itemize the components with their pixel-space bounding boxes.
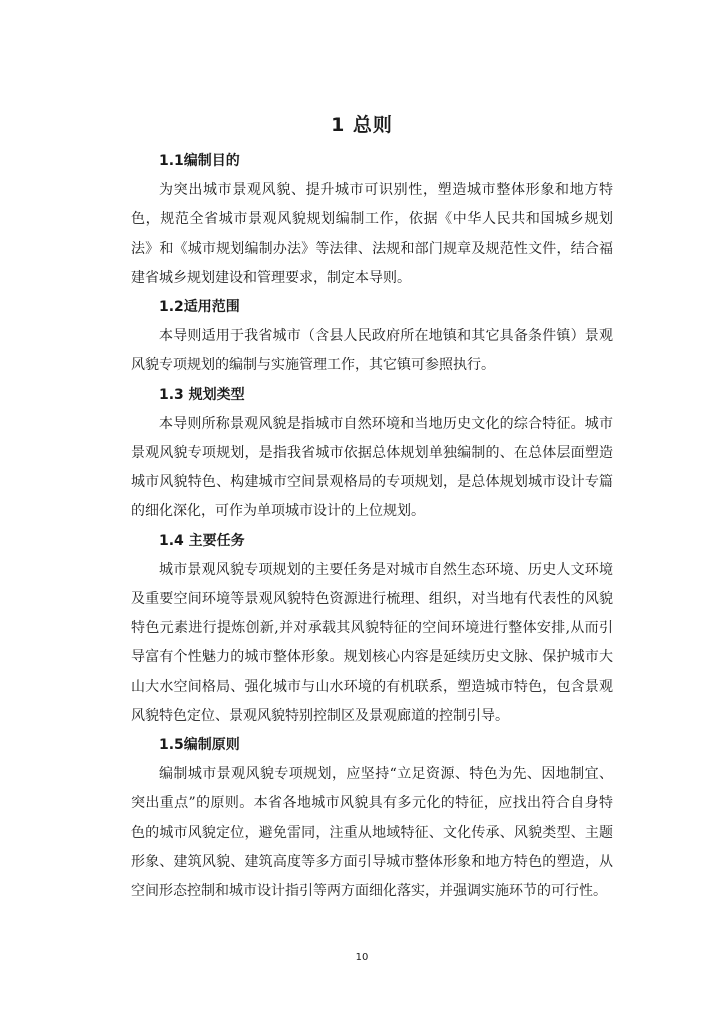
section-heading: 1.2适用范围 <box>159 299 240 315</box>
section-heading: 1.3 规划类型 <box>159 386 245 403</box>
section-heading: 1.1编制目的 <box>159 153 240 169</box>
section-paragraph: 编制城市景观风貌专项规划，应坚持“立足资源、特色为先、因地制宜、突出重点”的原则。本省各地城市风貌具有多元化的特征，应找出符合自身特色的城市风貌定位，避免雷同，注重从地域特征、文化传承、风貌类型、主题形象、建筑风貌、建筑高度等多方面引导城市整体形象和地方特色的塑造，从空间形态控制和城市设计指引等两方面细化落实，并强调实施环节的可行性。 <box>131 766 613 899</box>
section-paragraph: 本导则所称景观风貌是指城市自然环境和当地历史文化的综合特征。城市景观风貌专项规划，是指我省城市依据总体规划单独编制的、在总体层面塑造城市风貌特色、构建城市空间景观格局的专项规划，是总体规划城市设计专篇的细化深化，可作为单项城市设计的上位规划。 <box>131 415 613 520</box>
page-number: 10 <box>355 952 369 963</box>
section-paragraph: 本导则适用于我省城市（含县人民政府所在地镇和其它具备条件镇）景观风貌专项规划的编制与实施管理工作，其它镇可参照执行。 <box>131 328 613 374</box>
section-1-3 <box>131 381 613 527</box>
section-paragraph: 城市景观风貌专项规划的主要任务是对城市自然生态环境、历史人文环境及重要空间环境等景观风貌特色资源进行梳理、组织，对当地有代表性的风貌特色元素进行提炼创新,并对承载其风貌特征的空间环境进行整体安排,从而引导富有个性魅力的城市整体形象。规划核心内容是延续历史文脉、保护城市大山大水空间格局、强化城市与山水环境的有机联系，塑造城市特色，包含景观风貌特色定位、景观风貌特别控制区及景观廊道的控制引导。 <box>131 561 613 724</box>
section-1-4 <box>131 527 613 731</box>
section-heading: 1.4 主要任务 <box>159 532 245 549</box>
section-1-5 <box>131 731 613 906</box>
document-body <box>131 147 613 906</box>
section-1-1 <box>131 147 613 293</box>
section-heading: 1.5编制原则 <box>159 737 240 753</box>
section-1-2 <box>131 293 613 381</box>
chapter-title: 1 总则 <box>331 114 393 136</box>
section-paragraph: 为突出城市景观风貌、提升城市可识别性，塑造城市整体形象和地方特色，规范全省城市景观风貌规划编制工作，依据《中华人民共和国城乡规划法》和《城市规划编制办法》等法律、法规和部门规章及规范性文件，结合福建省城乡规划建设和管理要求，制定本导则。 <box>131 182 613 286</box>
